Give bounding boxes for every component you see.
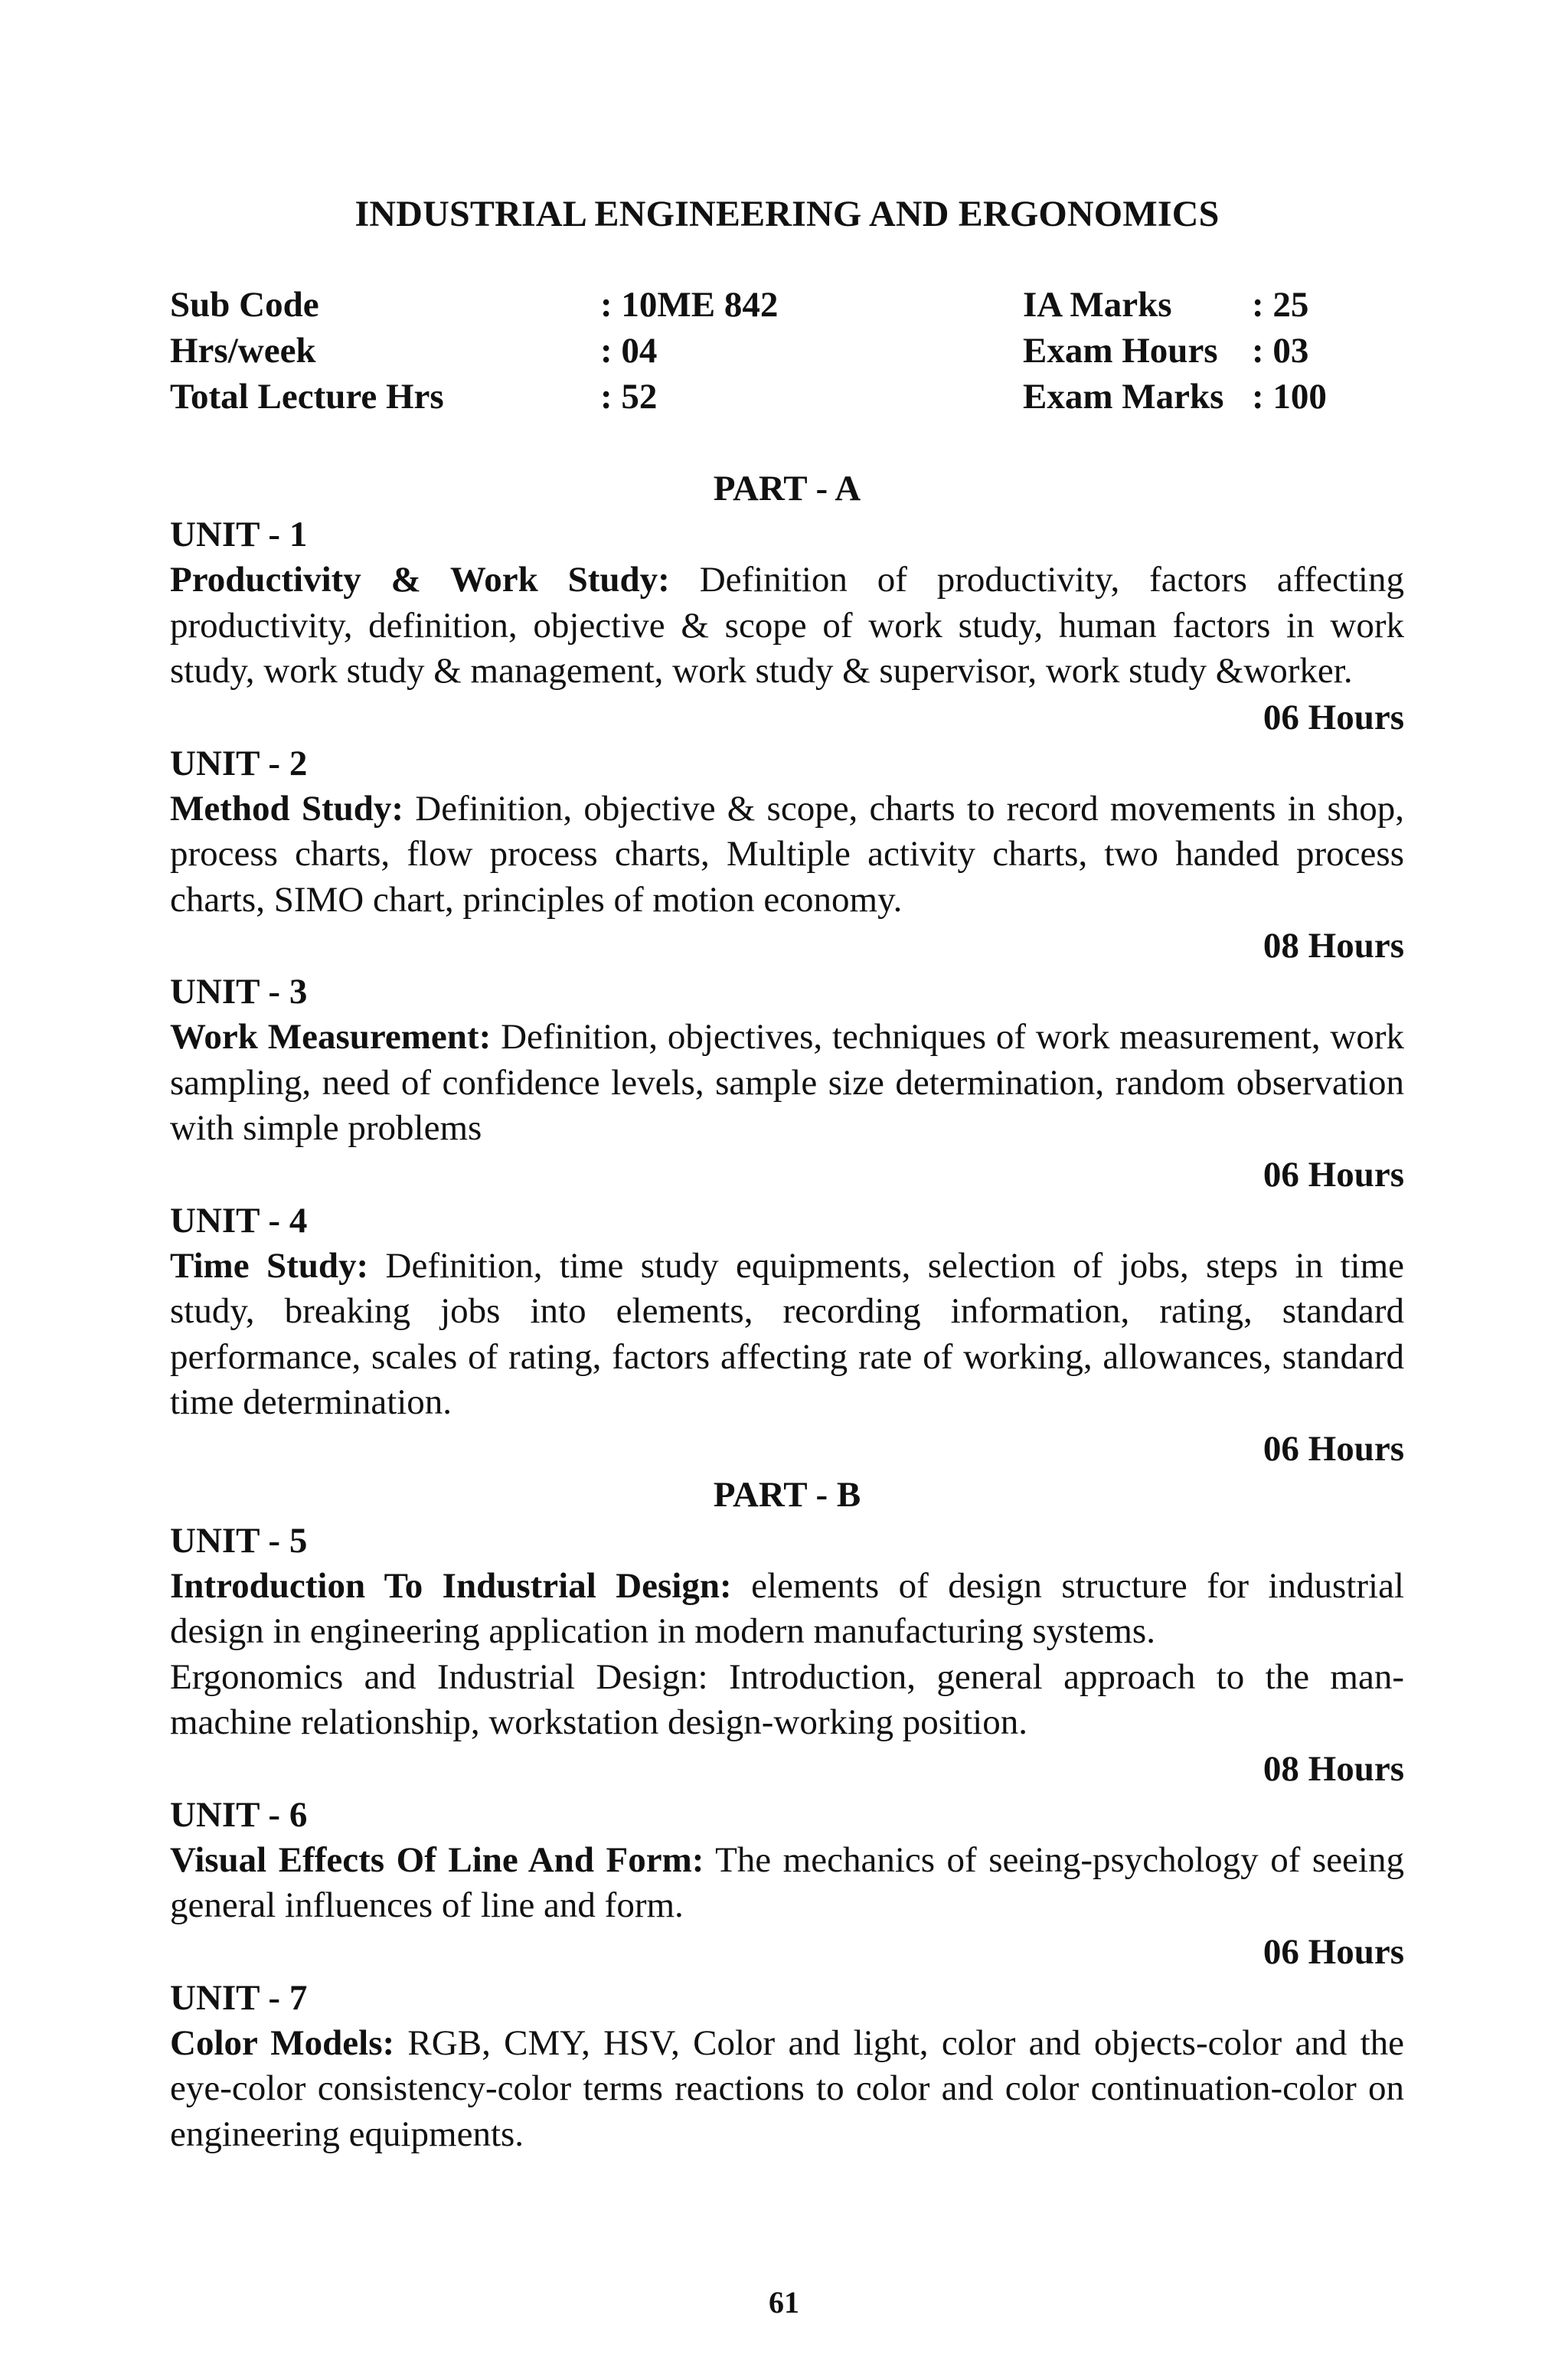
- unit-6: [170, 1792, 1404, 1975]
- unit-hours: 08 Hours: [1263, 1748, 1404, 1789]
- unit-heading: UNIT - 5: [170, 1520, 308, 1561]
- unit-7: [170, 1975, 1404, 2158]
- unit-hours: 06 Hours: [1263, 1428, 1404, 1469]
- exam-hours-label: Exam Hours: [1023, 331, 1218, 371]
- unit-heading: UNIT - 3: [170, 972, 308, 1012]
- sub-code-label: Sub Code: [170, 285, 319, 325]
- hrs-week-value: : 04: [600, 331, 658, 371]
- unit-text: Definition, objective & scope, charts to record movements in shop, process charts, flow process charts, Multiple activity charts, two handed process charts, SIMO chart, principles of motion economy.: [170, 788, 1404, 920]
- unit-description: [170, 1244, 1404, 1426]
- unit-2: [170, 741, 1404, 969]
- unit-topic: Time Study:: [170, 1245, 369, 1286]
- unit-description: [170, 2021, 1404, 2158]
- unit-text: elements of design structure for industrial design in engineering application in modern manufacturing systems.: [170, 1565, 1404, 1651]
- total-lecture-hrs-label: Total Lecture Hrs: [170, 377, 444, 417]
- unit-heading: UNIT - 4: [170, 1200, 308, 1241]
- unit-description: [170, 1564, 1404, 1655]
- unit-5: [170, 1518, 1404, 1792]
- unit-topic: Work Measurement:: [170, 1017, 492, 1057]
- unit-heading: UNIT - 7: [170, 1977, 308, 2018]
- exam-marks-label: Exam Marks: [1023, 377, 1224, 417]
- unit-hours: 06 Hours: [1263, 697, 1404, 737]
- details-row: [170, 374, 1404, 420]
- details-row: [170, 328, 1404, 374]
- total-lecture-hrs-value: : 52: [600, 377, 658, 417]
- unit-text: Definition, time study equipments, selection of jobs, steps in time study, breaking jobs into elements, recording information, rating, standard performance, scales of rating, factors affecting rate of working, allowances, standard time determination.: [170, 1245, 1404, 1422]
- unit-1: [170, 512, 1404, 741]
- part-b-heading: PART - B: [713, 1474, 861, 1515]
- unit-topic: Method Study:: [170, 788, 404, 829]
- unit-text: Definition of productivity, factors affecting productivity, definition, objective & scope of work study, human factors in work study, work study & management, work study & supervisor, work study &worker.: [170, 560, 1404, 691]
- unit-topic: Color Models:: [170, 2022, 395, 2063]
- unit-hours: 06 Hours: [1263, 1931, 1404, 1972]
- unit-text: Definition, objectives, techniques of work measurement, work sampling, need of confidence levels, sample size determination, random observation with simple problems: [170, 1017, 1404, 1148]
- unit-3: [170, 969, 1404, 1198]
- unit-heading: UNIT - 1: [170, 515, 308, 554]
- syllabus-page: [170, 191, 1404, 2157]
- unit-topic: Visual Effects Of Line And Form:: [170, 1839, 704, 1880]
- unit-hours: 08 Hours: [1263, 926, 1404, 966]
- details-row: [170, 282, 1404, 328]
- unit-heading: UNIT - 6: [170, 1794, 308, 1835]
- part-a-heading: PART - A: [713, 469, 861, 508]
- ia-marks-label: IA Marks: [1023, 285, 1172, 325]
- exam-marks-value: : 100: [1252, 377, 1327, 417]
- unit-text: RGB, CMY, HSV, Color and light, color and objects-color and the eye-color consistency-color terms reactions to color and color continuation-color on engineering equipments.: [170, 2022, 1405, 2154]
- unit-description: [170, 557, 1404, 695]
- unit-extra-description: Ergonomics and Industrial Design: Introduction, general approach to the man-machine relationship, workstation design-working position.: [170, 1656, 1404, 1742]
- exam-hours-value: : 03: [1252, 331, 1309, 371]
- unit-text: The mechanics of seeing-psychology of seeing general influences of line and form.: [170, 1839, 1404, 1925]
- unit-hours: 06 Hours: [1263, 1154, 1404, 1195]
- sub-code-value: : 10ME 842: [600, 285, 779, 325]
- course-details: [170, 282, 1404, 420]
- page-number: 61: [769, 2285, 799, 2320]
- unit-description: [170, 1015, 1404, 1152]
- unit-heading: UNIT - 2: [170, 743, 308, 783]
- unit-description: [170, 1838, 1404, 1929]
- unit-topic: Productivity & Work Study:: [170, 560, 670, 600]
- hrs-week-label: Hrs/week: [170, 331, 316, 371]
- unit-description: [170, 786, 1404, 924]
- unit-topic: Introduction To Industrial Design:: [170, 1565, 732, 1606]
- page-title: INDUSTRIAL ENGINEERING AND ERGONOMICS: [354, 194, 1220, 234]
- unit-4: [170, 1198, 1404, 1472]
- ia-marks-value: : 25: [1252, 285, 1309, 325]
